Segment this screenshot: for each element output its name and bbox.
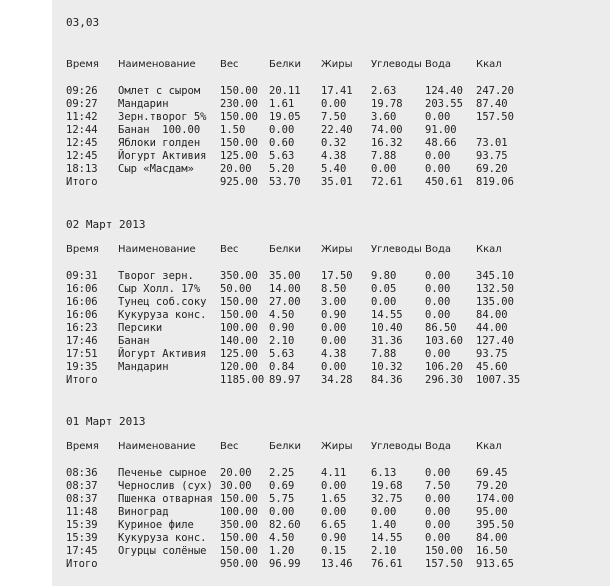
table-cell: 7.88 [371,150,397,162]
table-row [66,163,606,176]
column-header: Белки [269,441,301,452]
column-header: Время [66,441,99,452]
table-cell: 69.20 [476,163,508,175]
column-header: Вода [425,59,452,70]
table-cell: 0.00 [425,467,451,479]
table-cell: 395.50 [476,519,514,531]
table-cell: Банан [118,335,150,347]
table-cell: 84.36 [371,374,403,386]
table-cell: 20.00 [220,467,252,479]
table-cell: Куриное филе [118,519,194,531]
table-cell: 12:45 [66,137,98,149]
table-cell: Сыр Холл. 17% [118,283,201,295]
column-header: Углеводы [371,244,422,255]
table-cell: 950.00 [220,558,258,570]
table-cell: 0.00 [321,361,347,373]
table-cell: 1.40 [371,519,397,531]
table-cell: 19.78 [371,98,403,110]
table-cell: 0.05 [371,283,397,295]
table-cell: 84.00 [476,532,508,544]
table-cell: Сыр «Масдам» [118,163,194,175]
table-cell: 150.00 [220,532,258,544]
table-cell: 12:44 [66,124,98,136]
table-cell: 0.90 [269,322,295,334]
column-header: Белки [269,59,301,70]
table-cell: Чернослив (сух) [118,480,213,492]
table-cell: Омлет с сыром [118,85,201,97]
table-row [66,361,606,374]
table-cell: 345.10 [476,270,514,282]
day-section [66,16,606,189]
column-header: Ккал [476,59,502,70]
day-title: 03,03 [66,16,100,29]
table-cell: 14.00 [269,283,301,295]
table-cell: 150.00 [220,296,258,308]
table-cell: Итого [66,374,98,386]
table-cell: 150.00 [220,545,258,557]
table-cell: 13.46 [321,558,353,570]
table-row [66,150,606,163]
table-cell: 103.60 [425,335,463,347]
table-cell: 35.00 [269,270,301,282]
table-cell: 350.00 [220,519,258,531]
table-row [66,348,606,361]
table-cell: 2.10 [269,335,295,347]
table-cell: 84.00 [476,309,508,321]
table-cell: Пшенка отварная [118,493,213,505]
table-cell: 0.00 [321,335,347,347]
table-cell: 93.75 [476,150,508,162]
table-cell: 247.20 [476,85,514,97]
column-header: Жиры [321,59,353,70]
table-cell: 72.61 [371,176,403,188]
table-cell: 20.00 [220,163,252,175]
table-cell: 0.00 [425,111,451,123]
table-cell: 0.60 [269,137,295,149]
day-rows [66,85,606,189]
table-row [66,85,606,98]
table-cell: 16.32 [371,137,403,149]
total-row [66,558,606,571]
table-cell: 925.00 [220,176,258,188]
table-cell: Йогурт Активия [118,150,207,162]
table-cell: Мандарин [118,98,169,110]
column-header: Вода [425,244,452,255]
table-cell: 30.00 [220,480,252,492]
table-cell: 125.00 [220,348,258,360]
day-rows [66,270,606,387]
table-cell: 12:45 [66,150,98,162]
table-cell: 100.00 [220,506,258,518]
table-cell: 0.00 [269,506,295,518]
table-cell: 0.00 [425,283,451,295]
table-cell: 450.61 [425,176,463,188]
table-cell: 3.00 [321,296,347,308]
table-cell: 76.61 [371,558,403,570]
food-log-sheet [52,0,610,586]
table-cell: Йогурт Активия [118,348,207,360]
table-cell: 0.00 [425,348,451,360]
table-cell: 53.70 [269,176,301,188]
table-cell: 09:27 [66,98,98,110]
table-cell: 4.38 [321,348,347,360]
table-cell: 11:48 [66,506,98,518]
table-cell: 82.60 [269,519,301,531]
table-cell: 0.00 [321,480,347,492]
day-section [66,415,606,571]
table-cell: 174.00 [476,493,514,505]
table-cell: 150.00 [220,309,258,321]
column-header: Углеводы [371,59,422,70]
table-cell: 22.40 [321,124,353,136]
table-cell: 1185.00 [220,374,265,386]
table-cell: 89.97 [269,374,301,386]
table-cell: 0.00 [371,296,397,308]
table-cell: 150.00 [425,545,463,557]
table-cell: 350.00 [220,270,258,282]
column-header: Наименование [118,441,196,452]
table-cell: 96.99 [269,558,301,570]
table-cell: 913.65 [476,558,514,570]
table-cell: 150.00 [220,137,258,149]
table-cell: 1007.35 [476,374,521,386]
table-cell: 86.50 [425,322,457,334]
table-cell: 296.30 [425,374,463,386]
table-cell: 0.69 [269,480,295,492]
table-cell: 93.75 [476,348,508,360]
table-cell: 150.00 [220,111,258,123]
table-cell: 0.00 [321,506,347,518]
table-cell: 127.40 [476,335,514,347]
table-cell: Итого [66,558,98,570]
day-section [66,218,606,387]
table-cell: 0.00 [321,322,347,334]
table-cell: 1.61 [269,98,295,110]
table-row [66,111,606,124]
table-cell: 69.45 [476,467,508,479]
table-cell: 0.84 [269,361,295,373]
table-cell: 106.20 [425,361,463,373]
table-cell: 19.05 [269,111,301,123]
table-cell: 2.63 [371,85,397,97]
table-cell: Кукуруза конс. [118,309,207,321]
total-row [66,374,606,387]
table-cell: 32.75 [371,493,403,505]
table-row [66,296,606,309]
table-cell: 0.00 [371,506,397,518]
table-cell: 0.00 [425,493,451,505]
table-cell: 17:51 [66,348,98,360]
table-cell: 87.40 [476,98,508,110]
table-cell: 6.13 [371,467,397,479]
day-title: 02 Март 2013 [66,218,146,231]
table-cell: 1.20 [269,545,295,557]
table-cell: 5.63 [269,348,295,360]
table-cell: 44.00 [476,322,508,334]
table-cell: 8.50 [321,283,347,295]
table-cell: Кукуруза конс. [118,532,207,544]
table-cell: 16.50 [476,545,508,557]
table-cell: 17.41 [321,85,353,97]
table-cell: 132.50 [476,283,514,295]
table-cell: 0.00 [321,98,347,110]
table-cell: 157.50 [476,111,514,123]
table-cell: 0.00 [425,309,451,321]
table-cell: 20.11 [269,85,301,97]
table-row [66,506,606,519]
table-cell: 09:26 [66,85,98,97]
table-cell: 11:42 [66,111,98,123]
table-cell: 19:35 [66,361,98,373]
table-cell: 5.63 [269,150,295,162]
table-cell: 3.60 [371,111,397,123]
table-cell: 10.32 [371,361,403,373]
table-cell: 5.75 [269,493,295,505]
table-cell: Банан 100.00 [118,124,201,136]
column-header: Вес [220,59,239,70]
table-cell: 150.00 [220,493,258,505]
column-header: Жиры [321,244,353,255]
table-cell: 124.40 [425,85,463,97]
table-row [66,283,606,296]
table-row [66,545,606,558]
table-cell: 5.20 [269,163,295,175]
table-cell: 16:06 [66,283,98,295]
table-row [66,270,606,283]
table-cell: 0.00 [425,270,451,282]
table-cell: 15:39 [66,532,98,544]
table-cell: 34.28 [321,374,353,386]
table-row [66,480,606,493]
table-cell: 2.25 [269,467,295,479]
table-cell: 0.15 [321,545,347,557]
table-row [66,519,606,532]
table-cell: 0.00 [425,163,451,175]
table-cell: 19.68 [371,480,403,492]
table-cell: 157.50 [425,558,463,570]
column-header: Вода [425,441,452,452]
column-headers [66,243,606,256]
table-row [66,98,606,111]
table-cell: 7.88 [371,348,397,360]
table-cell: Персики [118,322,163,334]
table-cell: 79.20 [476,480,508,492]
table-cell: Итого [66,176,98,188]
table-cell: 74.00 [371,124,403,136]
column-header: Белки [269,244,301,255]
column-header: Наименование [118,59,196,70]
table-cell: 7.50 [425,480,451,492]
column-header: Наименование [118,244,196,255]
column-headers [66,58,606,71]
table-cell: 4.38 [321,150,347,162]
table-row [66,137,606,150]
table-cell: 2.10 [371,545,397,557]
table-cell: Печенье сырное [118,467,207,479]
column-header: Вес [220,441,239,452]
table-cell: 31.36 [371,335,403,347]
table-row [66,309,606,322]
table-cell: 17.50 [321,270,353,282]
table-cell: 0.90 [321,532,347,544]
table-cell: 08:36 [66,467,98,479]
table-cell: 15:39 [66,519,98,531]
total-row [66,176,606,189]
table-cell: 4.50 [269,532,295,544]
table-cell: 4.11 [321,467,347,479]
table-cell: 27.00 [269,296,301,308]
table-cell: 120.00 [220,361,258,373]
table-cell: 08:37 [66,480,98,492]
table-cell: Яблоки голден [118,137,201,149]
table-cell: 6.65 [321,519,347,531]
table-cell: 14.55 [371,309,403,321]
table-cell: 17:45 [66,545,98,557]
table-cell: 0.00 [269,124,295,136]
table-cell: 1.65 [321,493,347,505]
table-cell: 16:23 [66,322,98,334]
column-header: Ккал [476,441,502,452]
table-cell: Тунец соб.соку [118,296,207,308]
table-cell: 16:06 [66,296,98,308]
table-cell: Виноград [118,506,169,518]
column-headers [66,440,606,453]
day-rows [66,467,606,571]
table-cell: 16:06 [66,309,98,321]
table-cell: 0.00 [425,296,451,308]
table-row [66,493,606,506]
table-row [66,335,606,348]
table-row [66,124,606,137]
table-cell: 35.01 [321,176,353,188]
table-cell: 1.50 [220,124,246,136]
column-header: Ккал [476,244,502,255]
table-cell: 100.00 [220,322,258,334]
table-cell: 18:13 [66,163,98,175]
table-row [66,467,606,480]
column-header: Углеводы [371,441,422,452]
table-cell: 17:46 [66,335,98,347]
table-cell: 9.80 [371,270,397,282]
table-cell: 0.00 [425,506,451,518]
column-header: Вес [220,244,239,255]
table-cell: 230.00 [220,98,258,110]
table-cell: 0.32 [321,137,347,149]
day-title: 01 Март 2013 [66,415,146,428]
table-cell: 819.06 [476,176,514,188]
table-cell: Мандарин [118,361,169,373]
table-cell: Зерн.творог 5% [118,111,207,123]
table-cell: 0.90 [321,309,347,321]
table-cell: 45.60 [476,361,508,373]
table-cell: 0.00 [425,532,451,544]
table-cell: 08:37 [66,493,98,505]
table-cell: 140.00 [220,335,258,347]
table-cell: 48.66 [425,137,457,149]
table-cell: 7.50 [321,111,347,123]
table-cell: 50.00 [220,283,252,295]
table-cell: 0.00 [425,150,451,162]
table-cell: 95.00 [476,506,508,518]
table-cell: 203.55 [425,98,463,110]
table-cell: 150.00 [220,85,258,97]
column-header: Жиры [321,441,353,452]
table-cell: 135.00 [476,296,514,308]
column-header: Время [66,244,99,255]
table-row [66,322,606,335]
table-cell: 14.55 [371,532,403,544]
table-cell: 10.40 [371,322,403,334]
table-cell: 5.40 [321,163,347,175]
table-cell: Огурцы солёные [118,545,207,557]
table-cell: 0.00 [371,163,397,175]
table-cell: 0.00 [425,519,451,531]
table-cell: Творог зерн. [118,270,194,282]
column-header: Время [66,59,99,70]
table-cell: 4.50 [269,309,295,321]
table-cell: 91.00 [425,124,457,136]
table-cell: 73.01 [476,137,508,149]
table-cell: 09:31 [66,270,98,282]
table-row [66,532,606,545]
table-cell: 125.00 [220,150,258,162]
